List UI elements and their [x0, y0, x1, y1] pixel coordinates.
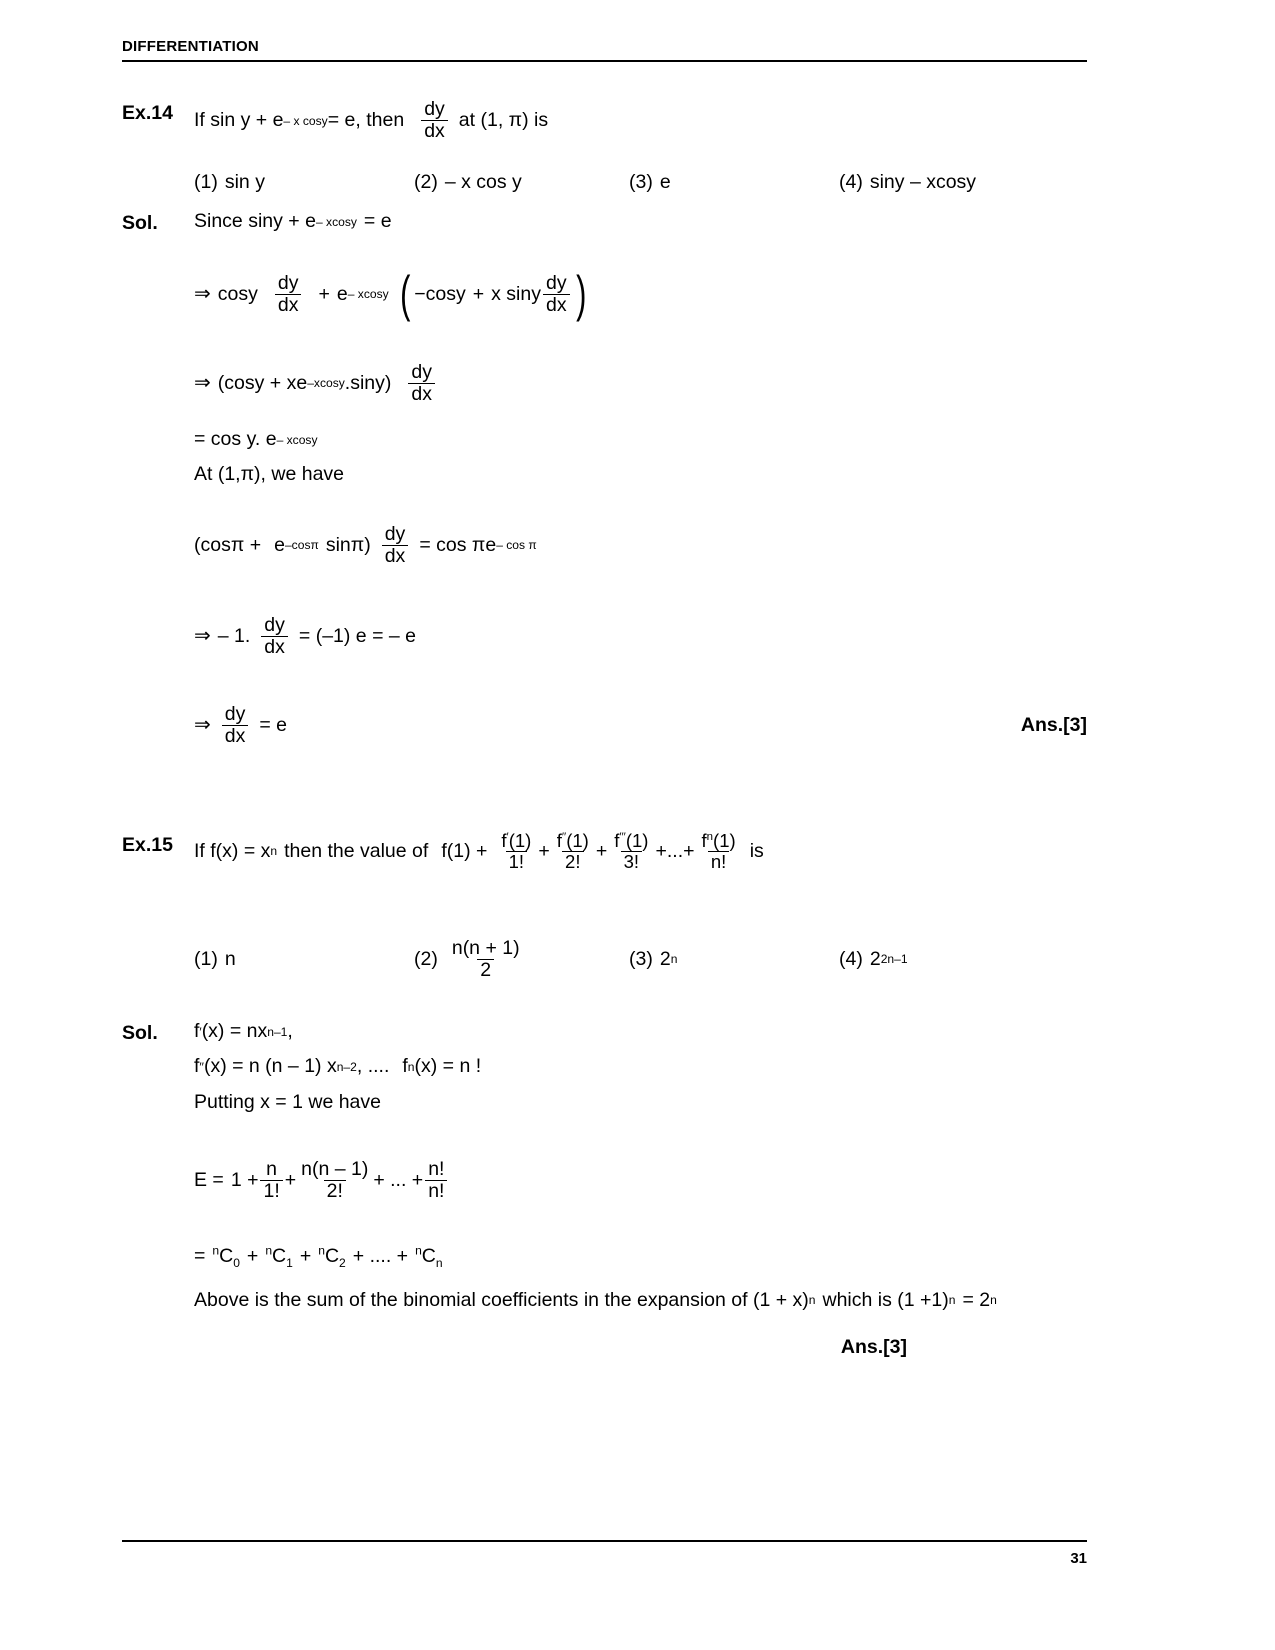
- ex15-line4-lead: E =: [194, 1168, 224, 1191]
- ex15-option-1[interactable]: [194, 947, 414, 972]
- ex14-line2-paren-close: ): [575, 265, 587, 322]
- ex15-option-4-text: 2: [869, 947, 881, 970]
- ex15-option-1-marker: (1): [194, 947, 218, 970]
- ex15-line5-term-4: $^nC_n$: [415, 1243, 443, 1271]
- ex15-line4-term-2: [298, 1159, 371, 1202]
- ex15-option-3-text: 2: [659, 947, 671, 970]
- page-footer: [122, 1540, 1087, 1567]
- ex14-line7-tail: = (–1) e = – e: [298, 624, 416, 647]
- ex14-line7-frac-num: dy: [264, 613, 285, 636]
- ex14-line2-inner-b: x siny: [491, 282, 541, 305]
- ex15-line4-term-3-den: n!: [425, 1180, 447, 1202]
- ex14-question-lead: If sin y + e: [194, 108, 284, 131]
- ex15-line3-text: Putting x = 1 we have: [194, 1090, 381, 1113]
- ex14-sol-label: Sol.: [122, 212, 158, 235]
- ex14-line7-arrow: ⇒: [194, 625, 211, 648]
- ex15-question-f1: f(1) +: [441, 839, 488, 862]
- ex14-option-4-text: siny – xcosy: [869, 171, 977, 194]
- ex14-line3-frac-num: dy: [411, 360, 432, 383]
- ex15-sol-line2: f ′′ (x) = n (n – 1) x n–2 , .... f n (x) = n !: [194, 1054, 1087, 1079]
- ex14-option-3-text: e: [659, 171, 671, 194]
- ex15-option-2-fraction: [449, 938, 523, 981]
- ex15-sol-label: Sol.: [122, 1022, 158, 1045]
- ex14-options: [194, 170, 1094, 195]
- example-15-question: Ex.15 If f(x) = x n then the value of f(1) + $\frac{f'(1)}{1!}$ + $\frac{f''(1)}{2!}$ + $\frac{f'''(1)}{3!}$ +...+ $\frac{f^n(1)}{n!}$ is: [122, 829, 764, 872]
- ex15-line2-mid: (x) = n (n – 1) x: [203, 1055, 337, 1078]
- ex14-question-fraction: [421, 99, 448, 142]
- ex15-option-4[interactable]: (4) 2 2n–1: [839, 947, 1059, 972]
- ex15-term-3: [611, 831, 651, 872]
- ex15-option-2-num: n(n + 1): [451, 936, 520, 959]
- ex15-option-4-marker: (4): [839, 947, 863, 970]
- ex14-option-3[interactable]: [629, 170, 839, 195]
- ex14-line2-fraction-2: [543, 273, 570, 316]
- ex15-line5-term-2: $^nC_1$: [265, 1243, 293, 1271]
- ex15-option-3[interactable]: (3) 2 n: [629, 947, 839, 972]
- ex14-line2-arrow: ⇒: [194, 283, 211, 306]
- ex14-sol-line1-a: Since siny + e: [194, 210, 316, 233]
- ex15-line2-fn-tail: (x) = n !: [414, 1055, 482, 1078]
- ex15-line2-tail: , ....: [356, 1055, 390, 1078]
- example-15-label: Ex.15: [122, 833, 173, 856]
- ex15-options: [194, 938, 1094, 981]
- ex14-line6-lead: (cosπ +: [194, 533, 262, 556]
- ex15-line4-term-2-den: 2!: [324, 1180, 346, 1202]
- ex15-line5-term-3: $^nC_2$: [318, 1243, 346, 1271]
- ex15-line4-one-plus: 1 +: [230, 1168, 259, 1191]
- ex15-line4-ellipsis: + ... +: [373, 1168, 424, 1191]
- ex14-line6-mid: sinπ): [325, 533, 371, 556]
- ex15-line2-fn-lead: f: [402, 1055, 408, 1078]
- ex15-line4-term-3: [425, 1159, 447, 1202]
- footer-divider: [122, 1540, 1087, 1542]
- ex15-line2-lead: f: [194, 1055, 200, 1078]
- ex14-line6-fraction: [382, 524, 409, 567]
- ex14-sol-line2: ⇒ cosy $\frac{dy}{dx}$ + e – xcosy ( −cosy + x siny $\frac{dy}{dx}$ ): [194, 265, 587, 322]
- ex14-line8-frac-num: dy: [224, 702, 246, 725]
- ex15-line5-eq: =: [194, 1245, 206, 1268]
- ex15-line6-a: Above is the sum of the binomial coefficients in the expansion of (1 + x): [194, 1288, 809, 1311]
- ex14-line2-e: e: [336, 282, 348, 305]
- ex14-line3-arrow: ⇒: [194, 372, 211, 395]
- ex15-answer: Ans.[3]: [840, 1335, 907, 1358]
- ex15-term-2-num: f′′(1): [556, 829, 589, 851]
- ex14-sol-line7: [194, 615, 1087, 658]
- ex14-sol-line4: = cos y. e – xcosy: [194, 427, 1087, 452]
- ex14-solution: Sol. Since siny + e – xcosy = e: [122, 209, 1087, 236]
- ex15-line6-c: = 2: [962, 1288, 991, 1311]
- ex14-question-tail: at (1, π) is: [458, 108, 549, 131]
- ex14-option-2-marker: (2): [414, 171, 438, 194]
- ex15-sol-line4: [194, 1159, 1087, 1202]
- ex15-question-tail: is: [749, 839, 764, 862]
- ex14-line6-frac-num: dy: [384, 522, 406, 545]
- ex14-line6-e: e: [274, 533, 285, 556]
- ex14-line2-plus: +: [318, 282, 330, 305]
- ex15-question-lead-b: then the value of: [284, 839, 429, 862]
- ex14-sol-line8: [194, 704, 287, 747]
- ex15-line4-term-1-den: 1!: [260, 1180, 282, 1202]
- ex14-line3-lead: (cosy + xe: [217, 371, 308, 394]
- ex15-option-3-marker: (3): [629, 947, 653, 970]
- ex15-term-3-num: f′′′(1): [614, 829, 649, 851]
- example-14-question: Ex.14 If sin y + e – x cosy = e, then $\frac{dy}{dx}$ at (1, π) is: [122, 98, 549, 143]
- ex15-term-1-den: 1!: [506, 851, 527, 872]
- ex15-line5-plus-2: +: [299, 1245, 312, 1268]
- ex15-line6-b: which is (1 +1): [822, 1288, 949, 1311]
- ex14-option-2[interactable]: [414, 170, 629, 195]
- ex15-line4-term-1-num: n: [266, 1158, 278, 1181]
- ex15-line5-ellipsis: + .... +: [352, 1245, 409, 1268]
- ex15-ellipsis: +...+: [655, 839, 695, 862]
- ex14-line2-frac2-den: dx: [543, 294, 570, 316]
- ex14-sol-line6: (cosπ + e –cosπ sinπ) $\frac{dy}{dx}$ = cos πe – cos π: [194, 522, 537, 567]
- ex14-line2-cosy: cosy: [217, 282, 258, 305]
- ex15-line1-tail: ,: [287, 1020, 293, 1043]
- ex15-line4-plus-1: +: [284, 1168, 297, 1191]
- header-title: DIFFERENTIATION: [122, 38, 259, 55]
- ex15-line5-plus-1: +: [246, 1245, 259, 1268]
- ex15-line4-term-3-num: n!: [428, 1158, 445, 1181]
- ex14-frac-numerator: dy: [424, 98, 445, 120]
- ex15-term-2-den: 2!: [562, 851, 583, 872]
- ex14-option-2-text: – x cos y: [444, 171, 522, 194]
- ex15-term-4: [699, 831, 739, 872]
- ex14-line2-frac1-den: dx: [275, 294, 302, 316]
- ex15-line4-term-1: [260, 1159, 282, 1202]
- ex14-line6-frac-den: dx: [382, 545, 409, 567]
- ex15-term-2: [554, 831, 592, 872]
- ex14-line2-fraction-1: [275, 273, 302, 316]
- ex14-line8-tail: = e: [259, 713, 288, 736]
- ex14-line5-text: At (1,π), we have: [194, 463, 345, 486]
- ex15-plus-2: +: [595, 839, 608, 862]
- ex14-option-1-text: sin y: [224, 171, 265, 194]
- ex15-term-4-num: $f^n(1)$: [701, 829, 736, 851]
- ex14-option-1[interactable]: [194, 170, 414, 195]
- ex14-line8-fraction: [222, 704, 249, 747]
- ex14-line3-frac-den: dx: [408, 383, 435, 405]
- ex14-option-4-marker: (4): [839, 171, 863, 194]
- ex14-line6-eq: = cos πe: [419, 533, 497, 556]
- ex14-line3-mid: .siny): [344, 371, 392, 394]
- header-divider: [122, 60, 1087, 62]
- ex15-term-4-den: n!: [708, 851, 729, 872]
- ex14-answer: Ans.[3]: [1020, 713, 1087, 736]
- ex14-frac-denominator: dx: [421, 120, 448, 142]
- page-content: [122, 85, 1087, 1360]
- ex14-sol-line5: [194, 462, 1087, 487]
- ex14-line8-frac-den: dx: [222, 725, 249, 747]
- ex14-sol-line3: ⇒ (cosy + xe –xcosy .siny) $\frac{dy}{dx}$: [194, 362, 1087, 405]
- ex14-option-3-marker: (3): [629, 171, 653, 194]
- ex14-line8-arrow: ⇒: [194, 714, 211, 737]
- ex15-term-3-den: 3!: [621, 851, 642, 872]
- ex15-option-2[interactable]: [414, 938, 629, 981]
- ex14-line7-fraction: [261, 615, 288, 658]
- page-number: 31: [1070, 1550, 1087, 1567]
- ex15-line4-term-2-num: n(n – 1): [301, 1158, 369, 1181]
- ex14-line7-lead: – 1.: [217, 624, 251, 647]
- ex15-solution: [122, 1019, 1087, 1115]
- ex15-sol-line5: [194, 1244, 1087, 1269]
- ex15-option-2-marker: (2): [414, 947, 438, 970]
- ex14-option-1-marker: (1): [194, 171, 218, 194]
- ex15-term-1-num: f′(1): [501, 829, 532, 851]
- ex14-line2-inner-plus: +: [472, 282, 485, 305]
- ex14-line2-inner-a: −cosy: [414, 282, 466, 305]
- ex14-line2-frac2-num: dy: [545, 271, 567, 294]
- ex14-question-after-exp: = e, then: [327, 108, 405, 131]
- ex14-sol-line8-row: [194, 704, 1087, 747]
- ex15-sol-line3: [194, 1090, 1087, 1115]
- ex15-question-lead-a: If f(x) = x: [194, 839, 271, 862]
- ex14-line3-fraction: [408, 362, 435, 405]
- ex15-option-1-text: n: [224, 947, 236, 970]
- ex15-plus-1: +: [538, 839, 550, 862]
- ex15-line5-term-1: $^nC_0$: [212, 1243, 240, 1271]
- ex15-line1-lead: f: [194, 1020, 200, 1043]
- ex14-option-4[interactable]: [839, 170, 1059, 195]
- example-14-label: Ex.14: [122, 102, 173, 124]
- ex15-answer-row: [122, 1335, 1087, 1360]
- ex14-line7-frac-den: dx: [261, 636, 288, 658]
- ex15-sol-line6: Above is the sum of the binomial coefficients in the expansion of (1 + x) n which is (1 +1) n = 2 n: [194, 1288, 1087, 1313]
- ex15-line1-mid: (x) = nx: [201, 1020, 268, 1043]
- ex14-line2-frac1-num: dy: [277, 271, 299, 294]
- ex15-sol-line1: f ′ (x) = nx n–1 ,: [194, 1019, 1087, 1044]
- ex14-line2-paren-open: (: [399, 265, 411, 322]
- ex15-term-1: [498, 831, 534, 872]
- ex14-line4-a: = cos y. e: [194, 427, 277, 450]
- ex15-option-2-den: 2: [477, 959, 494, 981]
- ex14-sol-line1-b: = e: [363, 210, 392, 233]
- page-header: [122, 38, 1087, 62]
